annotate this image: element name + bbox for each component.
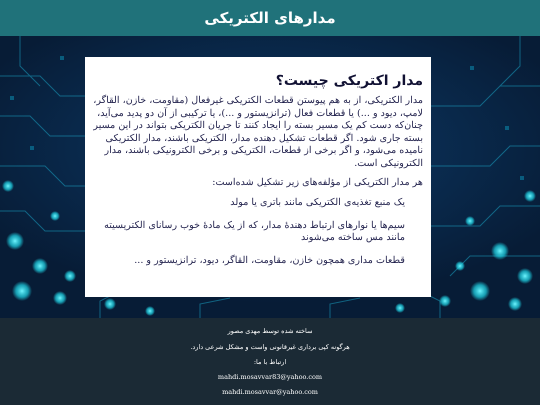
list-item: یک منبع تغذیه‌ی الکتریکی مانند باتری یا مولد: [230, 196, 405, 208]
article-paragraph: مدار الکتریکی، از به هم پیوستن قطعات الکتریکی غیرفعال (مقاومت، خازن، القاگر، لامپ، دیود و ...) یا قطعات فعال (ترانزیستور و ...)، یا ترکیبی از آن دو پدید می‌آید، چنان‌که دست کم یک مسیر بسته را ایجاد کنند تا جریان الکتریکی بتواند در این مسیر بسته جاری شود. اگر قطعات تشکیل دهنده مدار، الکتریکی باشند، مدار الکتریکی نامیده می‌شود، و اگر برخی از قطعات، الکتریکی و برخی الکترونیکی باشند، مدار الکترونیکی است.: [93, 95, 423, 169]
footer-copyright: هرگونه کپی برداری غیرقانونی واست و مشکل شرعی دارد.: [190, 343, 350, 351]
site-footer: [0, 318, 540, 405]
site-title: مدارهای الکتریکی: [204, 9, 336, 27]
footer-contact-label: ارتباط با ما:: [253, 358, 287, 366]
article-heading: مدار اکتریکی چیست؟: [275, 73, 423, 89]
article-card: [85, 57, 431, 297]
components-list: [93, 197, 423, 267]
list-item: سیم‌ها یا نوارهای ارتباط دهندهٔ مدار، که از یک مادهٔ خوب رسانای الکتریسیته مانند مس ساخته می‌شوند: [104, 219, 405, 243]
components-intro: هر مدار الکتریکی از مؤلفه‌های زیر تشکیل شده‌است:: [212, 177, 423, 188]
footer-email-1[interactable]: mahdi.mosavvar83@yahoo.com: [217, 373, 323, 381]
list-item: قطعات مداری همچون خازن، مقاومت، القاگر، دیود، ترانزیستور و ...: [134, 254, 405, 266]
footer-credit: ساخته شده توسط مهدی مصور: [227, 327, 313, 335]
site-header: [0, 0, 540, 36]
footer-email-2[interactable]: mahdi.mosavvar@yahoo.com: [222, 388, 318, 396]
